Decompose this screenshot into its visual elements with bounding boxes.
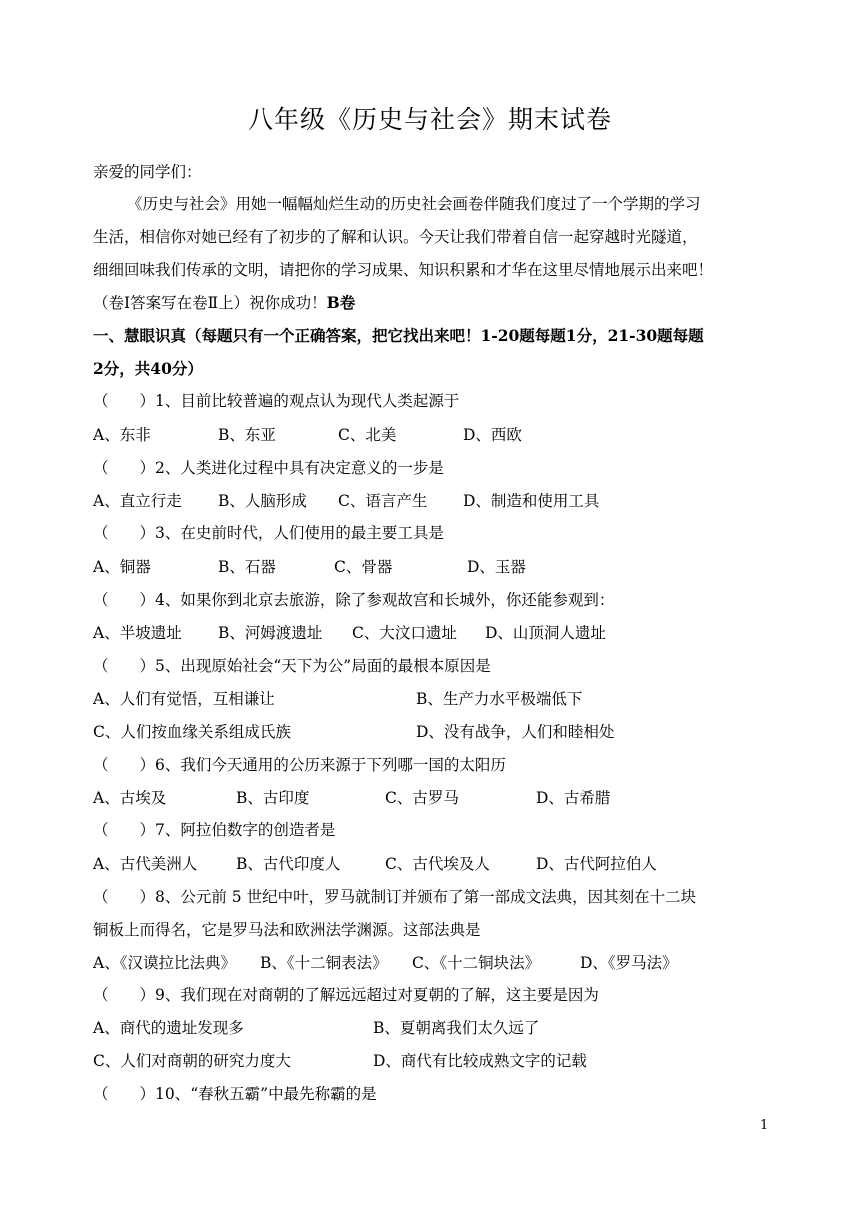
section-heading-line-1: 一、慧眼识真（每题只有一个正确答案，把它找出来吧！1-20题每题1分，21-30题每题 — [93, 326, 704, 345]
option-d: D、制造和使用工具 — [463, 492, 600, 510]
option-b: B、古印度 — [236, 789, 310, 807]
volume-mark: B卷 — [326, 293, 356, 312]
option-a: A、直立行走 — [93, 492, 182, 510]
option-b: B、古代印度人 — [236, 855, 341, 873]
option-a: A、《汉谟拉比法典》 — [93, 954, 236, 972]
option-a: A、古代美洲人 — [93, 855, 198, 873]
option-d: D、山顶洞人遗址 — [485, 624, 606, 642]
option-b: B、石器 — [218, 558, 276, 576]
option-a: A、人们有觉悟，互相谦让 — [93, 690, 275, 708]
option-a: A、半坡遗址 — [93, 624, 182, 642]
option-a: A、铜器 — [93, 558, 151, 576]
option-d: D、玉器 — [467, 558, 526, 576]
question-stem: （ ）2、人类进化过程中具有决定意义的一步是 — [93, 459, 444, 477]
option-d: D、古希腊 — [536, 789, 611, 807]
intro-line-2: 生活，相信你对她已经有了初步的了解和认识。今天让我们带着自信一起穿越时光隧道， — [93, 228, 698, 246]
greeting: 亲爱的同学们： — [93, 163, 202, 181]
option-a: A、商代的遗址发现多 — [93, 1019, 244, 1037]
option-d: D、《罗马法》 — [580, 954, 678, 972]
question-stem: （ ）1、目前比较普遍的观点认为现代人类起源于 — [93, 392, 460, 410]
page-number: 1 — [760, 1118, 769, 1133]
question-stem: （ ）9、我们现在对商朝的了解远远超过对夏朝的了解，这主要是因为 — [93, 986, 599, 1004]
option-b: B、东亚 — [218, 426, 276, 444]
intro-line-3: 细细回味我们传承的文明，请把你的学习成果、知识积累和才华在这里尽情地展示出来吧！ — [93, 261, 714, 279]
option-b: B、《十二铜表法》 — [260, 954, 388, 972]
option-b: B、河姆渡遗址 — [218, 624, 323, 642]
option-b: B、生产力水平极端低下 — [416, 690, 583, 708]
option-d: D、西欧 — [463, 426, 522, 444]
question-stem: （ ）7、阿拉伯数字的创造者是 — [93, 821, 336, 839]
option-a: A、古埃及 — [93, 789, 167, 807]
option-c: C、古罗马 — [385, 789, 459, 807]
option-c: C、《十二铜块法》 — [412, 954, 541, 972]
question-stem: （ ）3、在史前时代，人们使用的最主要工具是 — [93, 524, 444, 542]
option-c: C、语言产生 — [338, 492, 428, 510]
option-a: A、东非 — [93, 426, 151, 444]
option-c: C、大汶口遗址 — [352, 624, 457, 642]
option-c: C、骨器 — [334, 558, 393, 576]
question-stem: （ ）4、如果你到北京去旅游，除了参观故宫和长城外，你还能参观到： — [93, 591, 615, 609]
intro-text: 《历史与社会》用她一幅幅灿烂生动的历史社会画卷伴随我们度过了一个学期的学习 — [127, 195, 701, 213]
option-b: B、夏朝离我们太久远了 — [373, 1019, 540, 1037]
page-title: 八年级《历史与社会》期末试卷 — [247, 105, 612, 134]
question-stem: （ ）6、我们今天通用的公历来源于下列哪一国的太阳历 — [93, 756, 506, 774]
option-c: C、人们按血缘关系组成氏族 — [93, 723, 291, 741]
section-heading-line-2: 2分，共40分） — [93, 359, 203, 378]
option-b: B、人脑形成 — [218, 492, 307, 510]
option-c: C、北美 — [338, 426, 397, 444]
question-stem-continued: 铜板上而得名，它是罗马法和欧洲法学渊源。这部法典是 — [93, 921, 481, 939]
intro-line-1 — [127, 192, 766, 214]
intro-text: （卷Ⅰ答案写在卷Ⅱ上）祝你成功！ — [93, 294, 327, 312]
question-stem: （ ）5、出现原始社会“天下为公”局面的最根本原因是 — [93, 657, 491, 675]
question-stem: （ ）8、公元前 5 世纪中叶，罗马就制订并颁布了第一部成文法典，因其刻在十二块 — [93, 888, 697, 906]
question-stem: （ ）10、“春秋五霸”中最先称霸的是 — [93, 1085, 377, 1103]
option-d: D、没有战争，人们和睦相处 — [416, 723, 615, 741]
option-c: C、古代埃及人 — [385, 855, 490, 873]
intro-line-4 — [93, 291, 355, 313]
option-c: C、人们对商朝的研究力度大 — [93, 1052, 291, 1070]
option-d: D、古代阿拉伯人 — [536, 855, 657, 873]
option-d: D、商代有比较成熟文字的记载 — [373, 1052, 587, 1070]
